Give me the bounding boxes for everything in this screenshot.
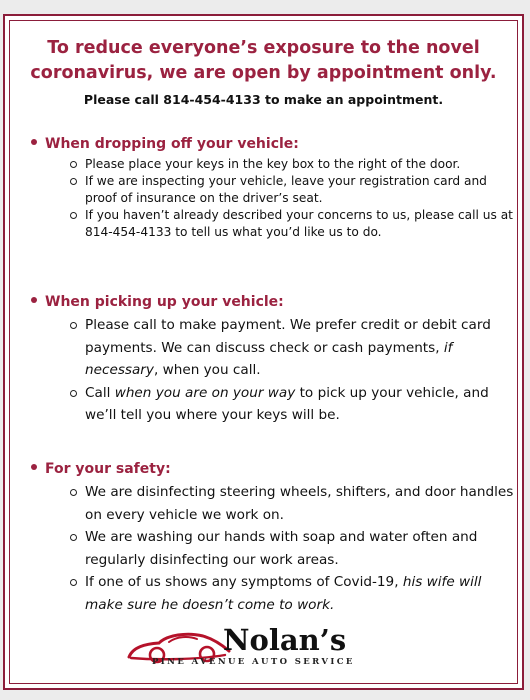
section-safety <box>31 459 514 616</box>
section-picking-up <box>31 292 514 427</box>
list-item: We are washing our hands with soap and water often and regularly disinfecting our work areas. <box>70 526 514 571</box>
list-item: If one of us shows any symptoms of Covid-19, his wife will make sure he doesn’t come to work. <box>70 571 514 616</box>
circle-bullet-icon <box>70 161 77 168</box>
list-item: Please call to make payment. We prefer credit or debit card payments. We can discuss check or cash payments, if necessary, when you call. <box>70 314 514 382</box>
circle-bullet-icon <box>70 322 77 329</box>
circle-bullet-icon <box>70 489 77 496</box>
bullet-dot-icon <box>31 464 37 470</box>
list-item: Call when you are on your way to pick up your vehicle, and we’ll tell you where your keys will be. <box>70 382 514 427</box>
circle-bullet-icon <box>70 534 77 541</box>
nolans-logo <box>125 623 415 671</box>
bullet-dot-icon <box>31 139 37 145</box>
circle-bullet-icon <box>70 390 77 397</box>
title-line-1: To reduce everyone’s exposure to the novel <box>47 38 480 58</box>
list-item: If we are inspecting your vehicle, leave your registration card and proof of insurance on the driver’s seat. <box>70 173 514 207</box>
list-item: We are disinfecting steering wheels, shifters, and door handles on every vehicle we work on. <box>70 481 514 526</box>
circle-bullet-icon <box>70 579 77 586</box>
notice-title <box>5 36 522 86</box>
bullet-dot-icon <box>31 297 37 303</box>
section-dropping-off <box>31 134 514 241</box>
circle-bullet-icon <box>70 212 77 219</box>
list-item: Please place your keys in the key box to the right of the door. <box>70 156 514 173</box>
section-list <box>31 156 514 241</box>
section-list <box>31 481 514 616</box>
section-list <box>31 314 514 427</box>
logo-brand-name: Nolan’s <box>223 623 347 657</box>
circle-bullet-icon <box>70 178 77 185</box>
section-heading: For your safety: <box>31 459 514 479</box>
notice-poster <box>3 14 524 690</box>
section-heading: When picking up your vehicle: <box>31 292 514 312</box>
appointment-call-line: Please call 814-454-4133 to make an appointment. <box>83 92 444 107</box>
list-item: If you haven’t already described your concerns to us, please call us at 814-454-4133 to tell us what you’d like us to do. <box>70 207 514 241</box>
section-heading: When dropping off your vehicle: <box>31 134 514 154</box>
title-line-2: coronavirus, we are open by appointment only. <box>30 63 497 83</box>
logo-tagline: PINE AVENUE AUTO SERVICE <box>152 657 355 667</box>
